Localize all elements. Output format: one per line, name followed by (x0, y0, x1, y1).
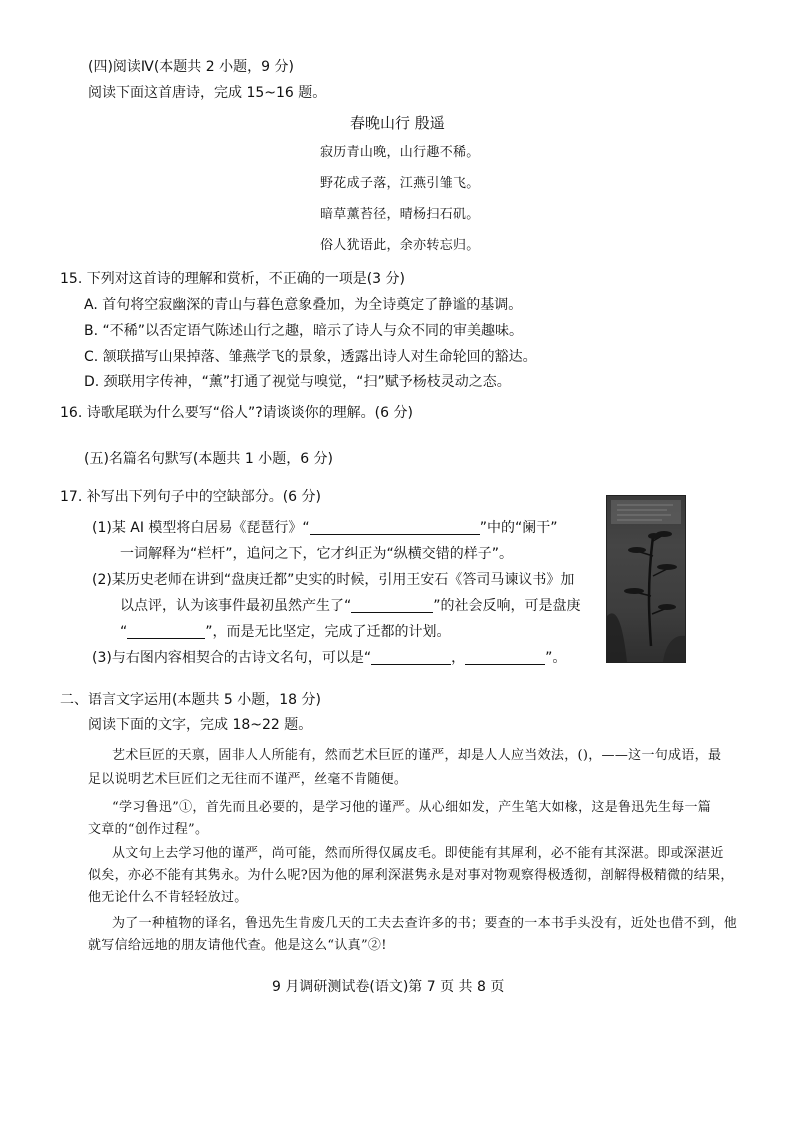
poem-line: 野花成子落，江燕引雏飞。 (320, 176, 480, 191)
q15-stem: 15. 下列对这首诗的理解和赏析，不正确的一项是(3 分) (60, 271, 405, 287)
pine-tree-icon (607, 496, 685, 662)
part2-instruction: 阅读下面的文字，完成 18~22 题。 (88, 717, 313, 733)
section5-heading: (五)名篇名句默写(本题共 1 小题，6 分) (84, 451, 334, 467)
section4-instruction: 阅读下面这首唐诗，完成 15~16 题。 (88, 85, 327, 101)
q15-option-c: C. 颔联描写山果掉落、雏燕学飞的景象，透露出诗人对生命轮回的豁达。 (84, 349, 537, 365)
q17-item2-text-e: ”，而是无比坚定，完成了迁都的计划。 (205, 624, 451, 640)
q15-option-a: A. 首句将空寂幽深的青山与暮色意象叠加，为全诗奠定了静谧的基调。 (84, 297, 523, 313)
q17-item1-line1 (92, 517, 557, 537)
poem-title: 春晚山行 殷遥 (350, 114, 445, 132)
section4-heading: (四)阅读Ⅳ(本题共 2 小题，9 分) (88, 59, 294, 75)
q17-item2-text-c: ”的社会反响，可是盘庚 (433, 598, 581, 614)
q17-item1-line2: 一词解释为“栏杆”，追问之下，它才纠正为“纵横交错的样子”。 (120, 546, 514, 562)
q17-item3-text-b: ， (451, 650, 466, 666)
passage-p2-line2: 文章的“创作过程”。 (88, 822, 209, 837)
q17-item2-line2 (120, 595, 581, 615)
q17-item3 (92, 647, 566, 667)
q17-blank-1[interactable] (310, 520, 480, 535)
part2-heading: 二、语言文字运用(本题共 5 小题，18 分) (60, 692, 321, 708)
q17-item3-text-c: ”。 (545, 650, 567, 666)
landscape-painting (606, 495, 686, 663)
passage-p4-line1: 为了一种植物的译名，鲁迅先生肯废几天的工夫去查许多的书；要查的一本书手头没有，近处也借不到，他 (112, 916, 738, 931)
q15-option-b: B. “不稀”以否定语气陈述山行之趣，暗示了诗人与众不同的审美趣味。 (84, 323, 524, 339)
passage-p2-line1: “学习鲁迅”①，首先而且必要的，是学习他的谨严。从心细如发，产生笔大如椽，这是鲁迅先生每一篇 (112, 800, 712, 815)
q17-item2-line3 (120, 621, 451, 641)
passage-p1-line1: 艺术巨匠的天禀，固非人人所能有，然而艺术巨匠的谨严，却是人人应当效法，()，——这一句成语，最 (112, 748, 722, 763)
q17-blank-4[interactable] (371, 650, 451, 665)
page-footer: 9 月调研测试卷(语文)第 7 页 共 8 页 (272, 979, 505, 995)
poem-line: 寂历青山晚，山行趣不稀。 (320, 145, 480, 160)
q17-stem: 17. 补写出下列句子中的空缺部分。(6 分) (60, 489, 321, 505)
q17-item1-text-b: ”中的“阑干” (479, 520, 558, 536)
q17-item3-text-a: (3)与右图内容相契合的古诗文名句，可以是“ (92, 650, 372, 666)
q17-blank-5[interactable] (465, 650, 545, 665)
q17-item2-text-b: 以点评，认为该事件最初虽然产生了“ (120, 598, 352, 614)
q17-item2-line1: (2)某历史老师在讲到“盘庚迁都”史实的时候，引用王安石《答司马谏议书》加 (92, 572, 575, 588)
poem-line: 暗草薰苔径，晴杨扫石矶。 (320, 207, 480, 222)
q16-stem: 16. 诗歌尾联为什么要写“俗人”?请谈谈你的理解。(6 分) (60, 405, 413, 421)
q17-blank-2[interactable] (351, 598, 433, 613)
q15-option-d: D. 颈联用字传神，“薰”打通了视觉与嗅觉，“扫”赋予杨枝灵动之态。 (84, 374, 511, 390)
passage-p3-line1: 从文句上去学习他的谨严，尚可能，然而所得仅属皮毛。即使能有其犀利，必不能有其深湛。即或深湛近 (112, 846, 724, 861)
passage-p3-line2: 似矣，亦必不能有其隽永。为什么呢?因为他的犀利深湛隽永是对事对物观察得极透彻，剖解得极精微的结果， (88, 868, 734, 883)
passage-p4-line2: 就写信给远地的朋友请他代查。他是这么“认真”②! (88, 938, 387, 953)
passage-p3-line3: 他无论什么不肯轻轻放过。 (88, 890, 248, 905)
q17-blank-3[interactable] (127, 624, 205, 639)
poem-line: 俗人犹语此，余亦转忘归。 (320, 238, 480, 253)
q17-item2-text-d: “ (120, 624, 128, 640)
q17-item1-text-a: (1)某 AI 模型将白居易《琵琶行》“ (92, 520, 310, 536)
passage-p1-line2: 足以说明艺术巨匠们之无往而不谨严，丝毫不肯随便。 (88, 772, 408, 787)
